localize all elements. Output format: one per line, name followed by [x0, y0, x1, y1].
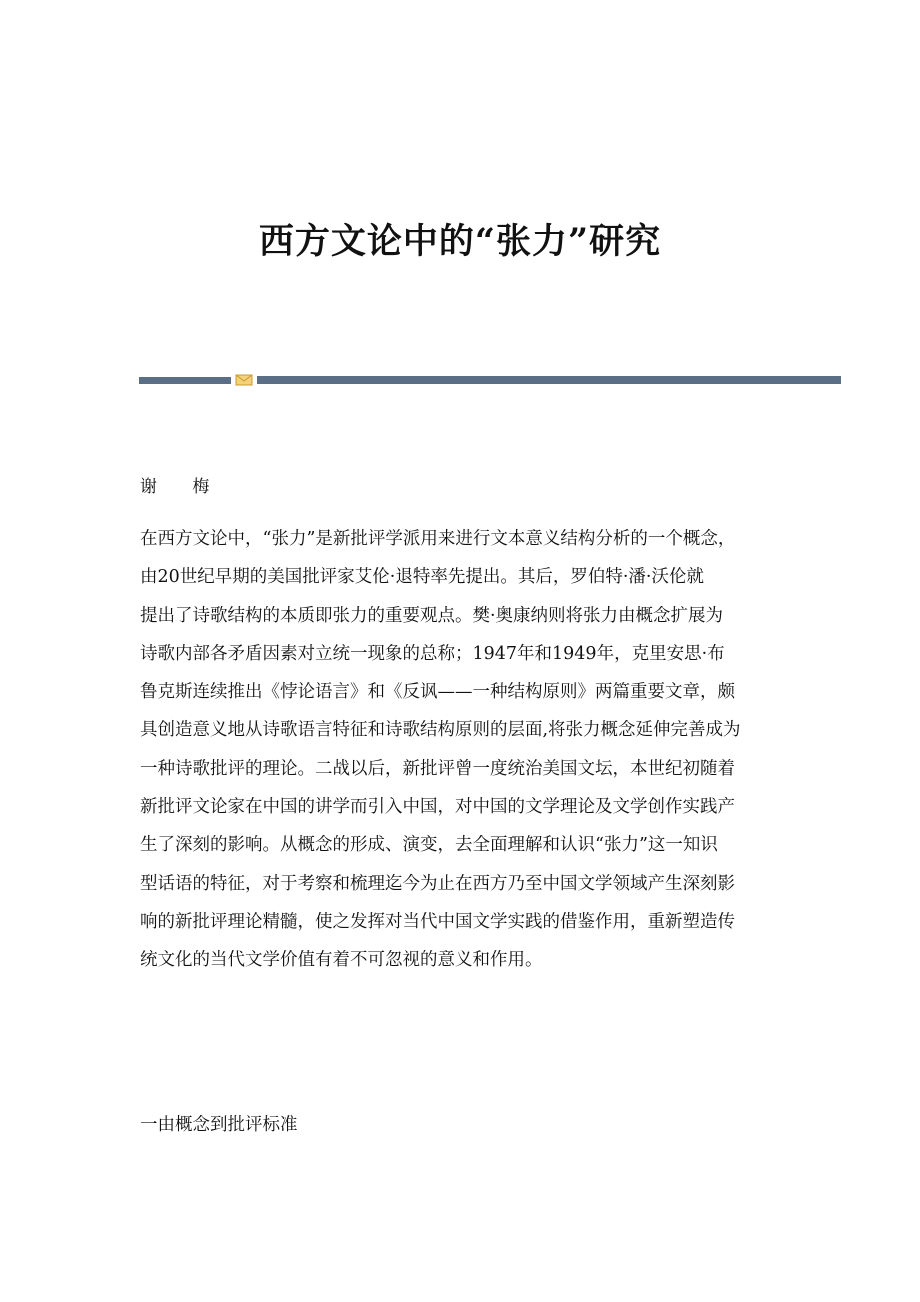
paragraph-line: 新批评文论家在中国的讲学而引入中国，对中国的文学理论及文学创作实践产 — [140, 797, 735, 818]
section-heading: 一由概念到批评标准 — [140, 1115, 298, 1135]
divider-bar-left — [139, 377, 231, 384]
paragraph-line: 一种诗歌批评的理论。二战以后，新批评曾一度统治美国文坛，本世纪初随着 — [140, 758, 735, 779]
paragraph-line: 鲁克斯连续推出《悖论语言》和《反讽——一种结构原则》两篇重要文章，颇 — [140, 682, 735, 703]
paragraph-line: 由20世纪早期的美国批评家艾伦·退特率先提出。其后，罗伯特·潘·沃伦就 — [140, 567, 704, 588]
paragraph-line: 生了深刻的影响。从概念的形成、演变，去全面理解和认识“张力”这一知识 — [140, 835, 718, 856]
title-divider — [139, 374, 841, 386]
abstract-paragraph — [140, 520, 780, 980]
divider-bar-right — [257, 376, 841, 384]
paragraph-line: 统文化的当代文学价值有着不可忽视的意义和作用。 — [140, 950, 543, 971]
paragraph-line: 提出了诗歌结构的本质即张力的重要观点。樊·奥康纳则将张力由概念扩展为 — [140, 605, 724, 626]
page-title: 西方文论中的“张力”研究 — [258, 221, 662, 262]
paragraph-line: 型话语的特征，对于考察和梳理迄今为止在西方乃至中国文学领域产生深刻影 — [140, 873, 735, 894]
envelope-icon — [235, 374, 253, 386]
paragraph-line: 具创造意义地从诗歌语言特征和诗歌结构原则的层面,将张力概念延伸完善成为 — [140, 720, 741, 741]
author-name: 谢 梅 — [140, 477, 225, 497]
paragraph-line: 诗歌内部各矛盾因素对立统一现象的总称；1947年和1949年，克里安思·布 — [140, 643, 725, 664]
paragraph-line: 在西方文论中，“张力”是新批评学派用来进行文本意义结构分析的一个概念， — [140, 529, 736, 549]
paragraph-line: 响的新批评理论精髓，使之发挥对当代中国文学实践的借鉴作用，重新塑造传 — [140, 911, 735, 932]
